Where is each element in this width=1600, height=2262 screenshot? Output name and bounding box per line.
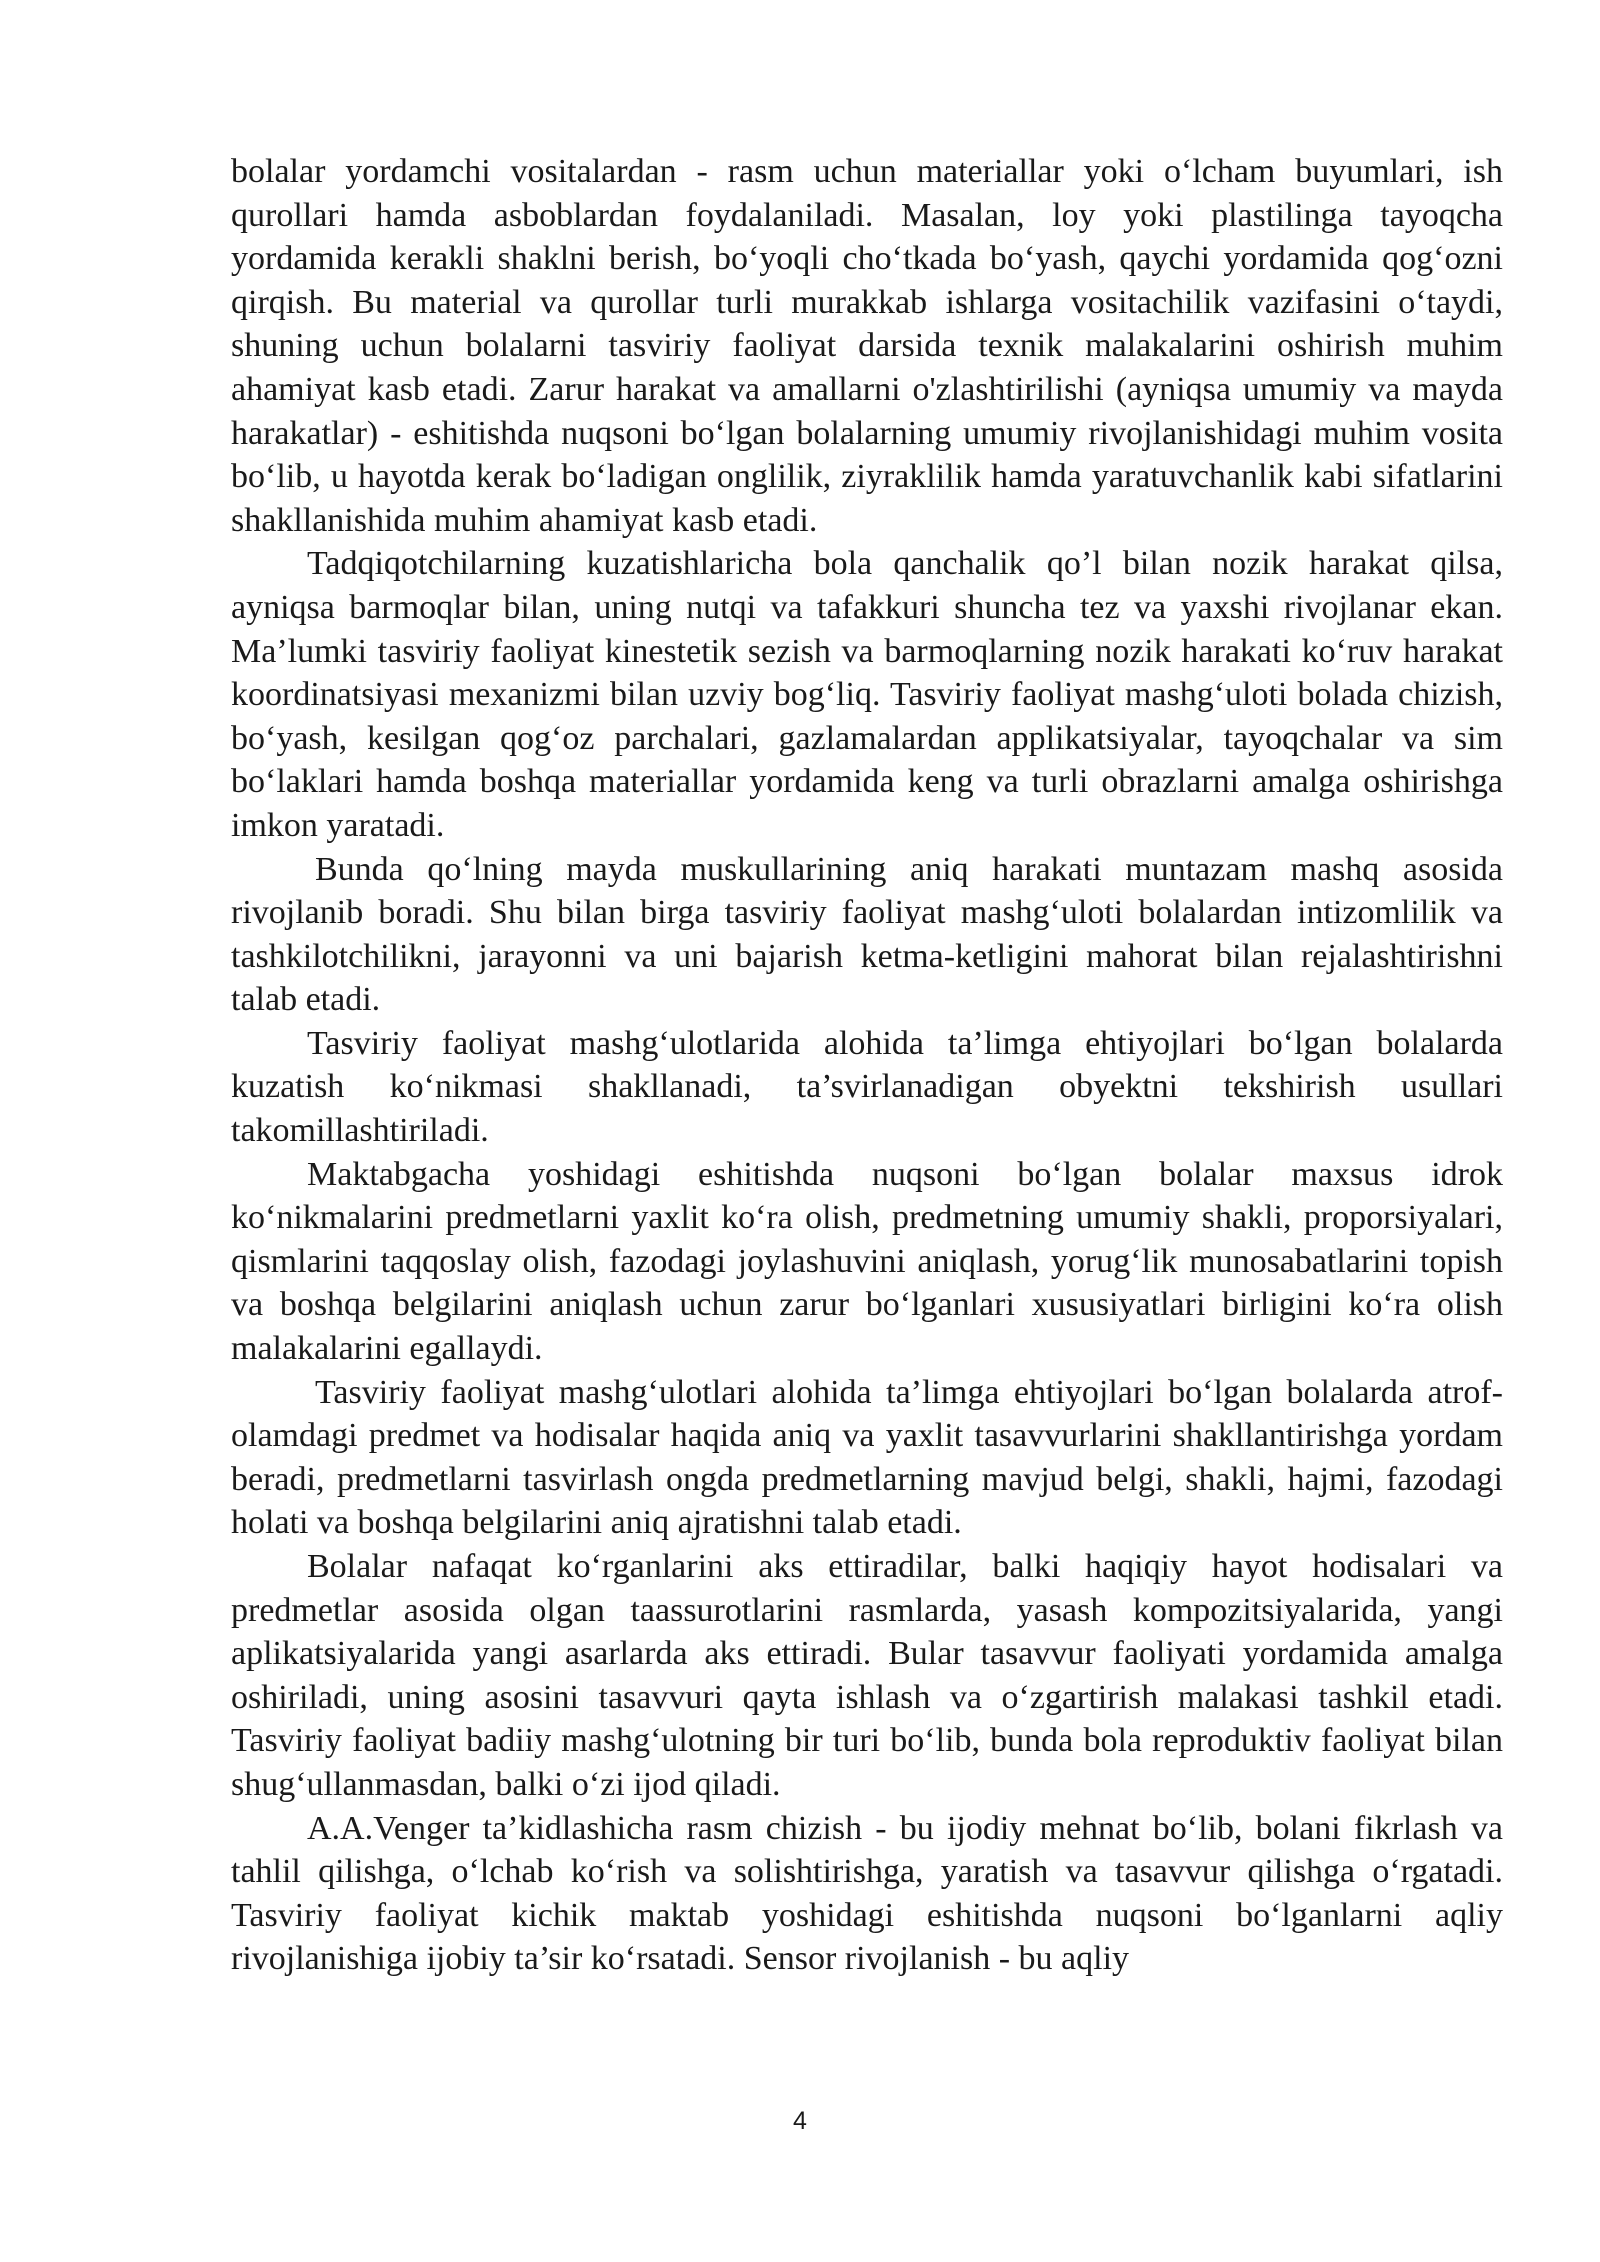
paragraph-4: Tasviriy faoliyat mashg‘ulotlarida alohida ta’limga ehtiyojlari bo‘lgan bolalarda kuzatish ko‘nikmasi shakllanadi, ta’svirlanadigan obyektni tekshirish usullari takomillashtiriladi. (231, 1024, 1503, 1150)
paragraph-5: Maktabgacha yoshidagi eshitishda nuqsoni bo‘lgan bolalar maxsus idrok ko‘nikmalarini predmetlarni yaxlit ko‘ra olish, predmetning umumiy shakli, proporsiyalari, qismlarini taqqoslay olish, fazodagi joylashuvini aniqlash, yorug‘lik munosabatlarini topish va boshqa belgilarini aniqlash uchun zarur bo‘lganlari xususiyatlari birligini ko‘ra olish malakalarini egallaydi. (231, 1155, 1503, 1368)
paragraph-1: bolalar yordamchi vositalardan - rasm uchun materiallar yoki o‘lcham buyumlari, ish qurollari hamda asboblardan foydalaniladi. Masalan, loy yoki plastilinga tayoqcha yordamida kerakli shaklni berish, bo‘yoqli cho‘tkada bo‘yash, qaychi yordamida qog‘ozni qirqish. Bu material va qurollar turli murakkab ishlarga vositachilik vazifasini o‘taydi, shuning uchun bolalarni tasviriy faoliyat darsida texnik malakalarini oshirish muhim ahamiyat kasb etadi. Zarur harakat va amallarni o'zlashtirilishi (ayniqsa umumiy va mayda harakatlar) - eshitishda nuqsoni bo‘lgan bolalarning umumiy rivojlanishidagi muhim vosita bo‘lib, u hayotda kerak bo‘ladigan onglilik, ziyraklilik hamda yaratuvchanlik kabi sifatlarini shakllanishida muhim ahamiyat kasb etadi. (231, 153, 1503, 539)
paragraph-6: Tasviriy faoliyat mashg‘ulotlari alohida ta’limga ehtiyojlari bo‘lgan bolalarda atrof-olamdagi predmet va hodisalar haqida aniq va yaxlit tasavvurlarini shakllantirishga yordam beradi, predmetlarni tasvirlash ongda predmetlarning mavjud belgi, shakli, hajmi, fazodagi holati va boshqa belgilarini aniq ajratishni talab etadi. (231, 1373, 1503, 1542)
paragraph-7: Bolalar nafaqat ko‘rganlarini aks ettiradilar, balki haqiqiy hayot hodisalari va predmetlar asosida olgan taassurotlarini rasmlarda, yasash kompozitsiyalarida, yangi aplikatsiyalarida yangi asarlarda aks ettiradi. Bular tasavvur faoliyati yordamida amalga oshiriladi, uning asosini tasavvuri qayta ishlash va o‘zgartirish malakasi tashkil etadi. Tasviriy faoliyat badiiy mashg‘ulotning bir turi bo‘lib, bunda bola reproduktiv faoliyat bilan shug‘ullanmasdan, balki o‘zi ijod qiladi. (231, 1548, 1503, 1803)
page-number: 4 (793, 2107, 807, 2135)
document-body (231, 150, 1503, 1981)
paragraph-3: Bunda qo‘lning mayda muskullarining aniq harakati muntazam mashq asosida rivojlanib boradi. Shu bilan birga tasviriy faoliyat mashg‘uloti bolalardan intizomlilik va tashkilotchilikni, jarayonni va uni bajarish ketma-ketligini mahorat bilan rejalashtirishni talab etadi. (231, 850, 1503, 1019)
paragraph-8: A.A.Venger ta’kidlashicha rasm chizish - bu ijodiy mehnat bo‘lib, bolani fikrlash va tahlil qilishga, o‘lchab ko‘rish va solishtirishga, yaratish va tasavvur qilishga o‘rgatadi. Tasviriy faoliyat kichik maktab yoshidagi eshitishda nuqsoni bo‘lganlarni aqliy rivojlanishiga ijobiy ta’sir ko‘rsatadi. Sensor rivojlanish - bu aqliy (231, 1809, 1503, 1978)
paragraph-2: Tadqiqotchilarning kuzatishlaricha bola qanchalik qo’l bilan nozik harakat qilsa, ayniqsa barmoqlar bilan, uning nutqi va tafakkuri shuncha tez va yaxshi rivojlanar ekan. Ma’lumki tasviriy faoliyat kinestetik sezish va barmoqlarning nozik harakati ko‘ruv harakat koordinatsiyasi mexanizmi bilan uzviy bog‘liq. Tasviriy faoliyat mashg‘uloti bolada chizish, bo‘yash, kesilgan qog‘oz parchalari, gazlamalardan applikatsiyalar, tayoqchalar va sim bo‘laklari hamda boshqa materiallar yordamida keng va turli obrazlarni amalga oshirishga imkon yaratadi. (231, 545, 1503, 844)
